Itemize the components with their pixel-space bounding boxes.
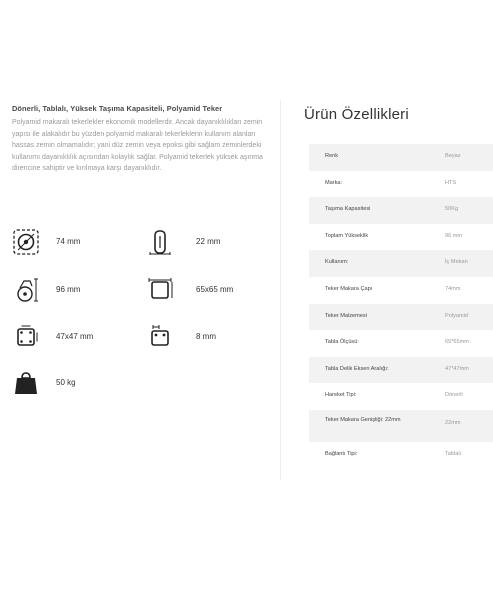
table-row (309, 197, 493, 224)
row-label: Toplam Yükseklik (325, 232, 369, 239)
row-value: 74mm (445, 285, 461, 292)
row-value: HTS (445, 179, 457, 186)
wheel-width-icon (146, 228, 174, 256)
table-row (309, 330, 493, 357)
row-value: 47*47mm (445, 365, 469, 372)
table-row (309, 304, 493, 331)
row-value: 65*65mm (445, 339, 469, 346)
row-label: Tabla Ölçüsü: (325, 339, 359, 346)
row-value: 96 mm (445, 232, 463, 239)
hole-spacing-icon (12, 323, 40, 351)
plate-size-icon (146, 276, 174, 304)
row-label: Taşıma Kapasitesi (325, 206, 371, 213)
hole-diameter-icon (146, 323, 174, 351)
wheel-diameter-icon (12, 228, 40, 256)
row-value: İç Mekan (445, 259, 468, 266)
column-divider (280, 100, 281, 480)
row-value: Tablalı (445, 450, 462, 457)
product-properties (283, 100, 493, 457)
row-value: 22mm (445, 419, 461, 426)
table-row (309, 144, 493, 171)
row-value: 50Kg (445, 206, 459, 213)
product-description (12, 104, 274, 175)
spec-hole-diameter (146, 323, 266, 353)
spec-value: 8 mm (196, 332, 216, 341)
properties-table (309, 144, 493, 469)
table-row (309, 171, 493, 198)
spec-hole-spacing (12, 323, 132, 353)
row-label: Hareket Tipi: (325, 392, 357, 399)
row-label: Bağlantı Tipi: (325, 450, 358, 457)
spec-total-height (12, 276, 132, 306)
row-value: Polyamid (445, 312, 469, 319)
table-row (309, 224, 493, 251)
spec-value: 22 mm (196, 237, 221, 246)
table-row (309, 357, 493, 384)
spec-value: 96 mm (56, 285, 81, 294)
row-label: Marka: (325, 179, 343, 186)
spec-value: 47x47 mm (56, 332, 94, 341)
spec-wheel-width (146, 228, 266, 258)
row-label: Teker Makara Genişliği: 22mm (325, 416, 401, 423)
row-label: Kullanım: (325, 259, 349, 266)
row-label: Renk (325, 153, 339, 159)
table-row (309, 250, 493, 277)
spec-value: 74 mm (56, 237, 81, 246)
description-body: Polyamid makaralı tekerlekler ekonomik modellerdir. Ancak dayanıklılıkları zemin yapısı ile alakalıdır bu yüzden polyamid makaralı tekerleklerin kullanım alanları hassas zemin olmamalıdır; yani düz zemin veya epoksi gibi sağlam zeminlerdeki kullanımı dayanıklılık açısından kolaylık sağlar. Polyamid tekerlek yüksek aşınma direncine sahiptir ve kırılmaya karşı dayanıklıdır. (12, 119, 263, 172)
total-height-icon (12, 276, 40, 304)
table-row (309, 277, 493, 304)
spec-load-weight (12, 369, 132, 399)
properties-title: Ürün Özellikleri (304, 106, 409, 123)
table-row (309, 442, 493, 469)
table-row (309, 383, 493, 410)
spec-wheel-diameter (12, 228, 132, 258)
row-label: Teker Makara Çapı (325, 285, 373, 292)
row-label: Tabla Delik Eksen Aralığı: (325, 365, 389, 372)
table-row (309, 410, 493, 442)
row-label: Teker Malzemesi (325, 312, 367, 319)
spec-plate-size (146, 276, 266, 306)
description-title: Dönerli, Tablalı, Yüksek Taşıma Kapasiteli, Polyamid Teker (12, 104, 223, 113)
row-value: Beyaz (445, 153, 461, 159)
load-weight-icon (12, 369, 40, 397)
spec-value: 65x65 mm (196, 285, 234, 294)
row-value: Dönerli (445, 392, 463, 399)
spec-value: 50 kg (56, 378, 76, 387)
